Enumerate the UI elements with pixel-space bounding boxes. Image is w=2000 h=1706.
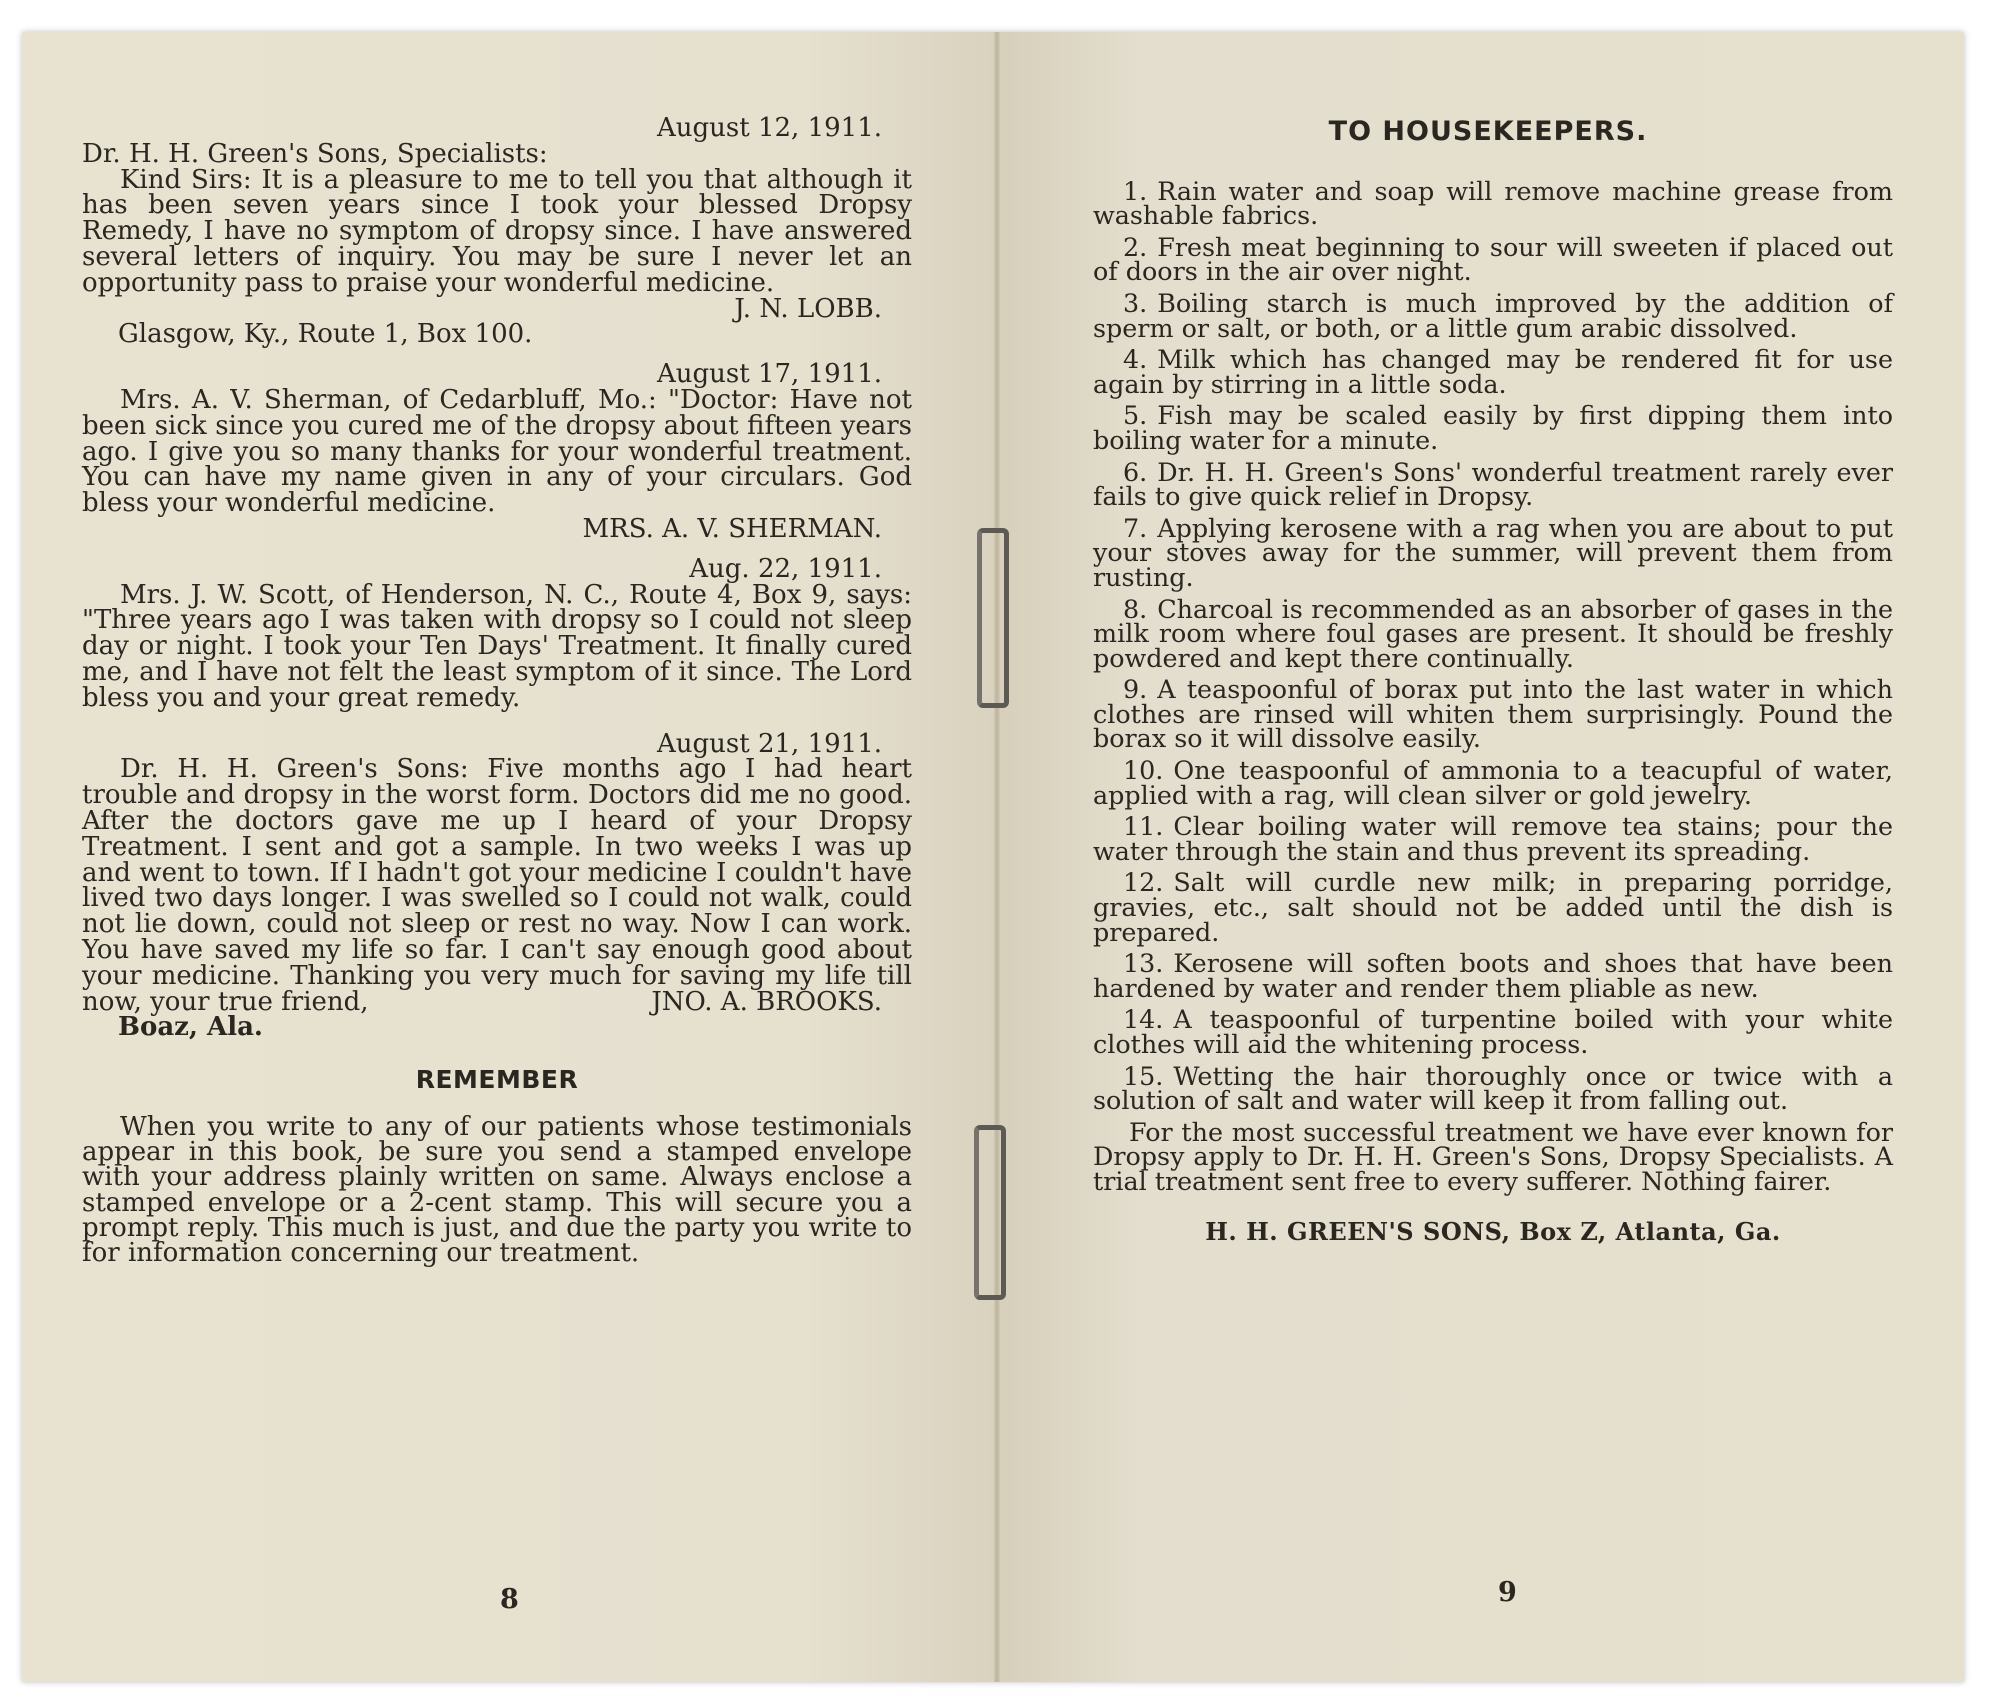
letter-signature: JNO. A. BROOKS. — [651, 986, 882, 1017]
tip-text: Milk which has changed may be rendered fit for use again by stirring in a little soda. — [1093, 344, 1893, 399]
tip-item — [1093, 231, 1893, 287]
letter-body: Mrs. J. W. Scott, of Henderson, N. C., Route 4, Box 9, says: "Three years ago I was taken with dropsy so I could not sleep day or night. I took your Ten Days' Treatment. It finally cured me, and I have not felt the least symptom of it since. The Lord bless you and your great remedy. — [82, 579, 912, 713]
letter-signature: MRS. A. V. SHERMAN. — [582, 513, 882, 544]
tip-text: Kerosene will soften boots and shoes that have been hardened by water and render them pliable as new. — [1093, 948, 1893, 1003]
tip-text: A teaspoonful of turpentine boiled with your white clothes will aid the whitening process. — [1093, 1004, 1893, 1059]
letter-signature: J. N. LOBB. — [734, 293, 882, 324]
tip-item — [1093, 175, 1893, 231]
tip-item — [1093, 400, 1893, 455]
tip-text: A teaspoonful of borax put into the last water in which clothes are rinsed will whiten them surprisingly. Pound the borax so it will dissolve easily. — [1093, 674, 1893, 754]
tip-text: Charcoal is recommended as an absorber of gases in the milk room where foul gases are present. It should be freshly powdered and kept there continually. — [1093, 593, 1893, 673]
publisher-footer: H. H. GREEN'S SONS, Box Z, Atlanta, Ga. — [1205, 1216, 1781, 1246]
tip-text: Applying kerosene with a rag when you are about to put your stoves away for the summer, will prevent them from rusting. — [1093, 512, 1893, 592]
tip-text: Rain water and soap will remove machine grease from washable fabrics. — [1093, 175, 1893, 231]
tip-item — [1093, 867, 1893, 947]
tip-text: Fish may be scaled easily by first dipping them into boiling water for a minute. — [1093, 400, 1893, 455]
tip-text: Wetting the hair thoroughly once or twice with a solution of salt and water will keep it from falling out. — [1093, 1060, 1893, 1116]
center-fold — [994, 32, 1000, 1682]
tip-item — [1093, 811, 1893, 866]
tip-item — [1093, 512, 1893, 592]
tip-number: 2. — [1123, 231, 1148, 262]
tip-number: 9. — [1123, 674, 1148, 705]
tip-number: 1. — [1123, 175, 1148, 206]
letter-body: Dr. H. H. Green's Sons: Five months ago I had heart trouble and dropsy in the worst form. Doctors did me no good. After the doctors gave me up I heard of your Dropsy Treatment. I sent and got a sample. In two weeks I was up and went to town. If I hadn't got your medicine I couldn't have lived two days longer. I was swelled so I could not walk, could not lie down, could not sleep or rest no way. Now I can work. You have saved my life so far. I can't say enough good about your medicine. Thanking you very much for saving my life till now, your true friend, — [82, 754, 912, 1017]
tip-number: 8. — [1123, 593, 1148, 624]
tip-item — [1093, 1004, 1893, 1059]
tip-item — [1093, 593, 1893, 673]
tip-item — [1093, 1060, 1893, 1116]
tip-number: 3. — [1123, 287, 1148, 318]
staple-bottom — [974, 1125, 1006, 1300]
letter-address: Glasgow, Ky., Route 1, Box 100. — [118, 319, 533, 350]
left-page-text — [82, 110, 912, 1267]
letter-body: Mrs. A. V. Sherman, of Cedarbluff, Mo.: "Doctor: Have not been sick since you cured me of the dropsy about fifteen years ago. I give you so many thanks for your wonderful treatment. You can have my name given in any of your circulars. God bless your wonderful medicine. — [82, 384, 912, 519]
tip-number: 11. — [1123, 811, 1164, 842]
letter-date: August 12, 1911. — [656, 113, 882, 143]
tip-text: Salt will curdle new milk; in preparing porridge, gravies, etc., salt should not be added until the dish is prepared. — [1093, 867, 1893, 947]
right-page-text — [1093, 116, 1893, 1246]
tip-text: Boiling starch is much improved by the addition of sperm or salt, or both, or a little gum arabic dissolved. — [1093, 287, 1893, 343]
letter-date: August 17, 1911. — [656, 359, 882, 390]
staple-top — [977, 528, 1009, 708]
remember-text: When you write to any of our patients whose testimonials appear in this book, be sure you send a stamped envelope with your address plainly written on same. Always enclose a stamped envelope or a 2-cent stamp. This will secure you a prompt reply. This much is just, and due the party you write to for information concerning our treatment. — [82, 1111, 912, 1269]
tip-item — [1093, 287, 1893, 343]
letter-date: August 21, 1911. — [656, 728, 882, 759]
remember-heading: REMEMBER — [415, 1065, 579, 1095]
tip-text: Fresh meat beginning to sour will sweeten if placed out of doors in the air over night. — [1093, 231, 1893, 287]
housekeeping-tips-list — [1093, 175, 1893, 1116]
tip-number: 12. — [1123, 867, 1164, 898]
tip-number: 4. — [1123, 344, 1148, 375]
letter-address: Boaz, Ala. — [118, 1012, 263, 1043]
tip-number: 10. — [1123, 755, 1164, 786]
letter-body: Kind Sirs: It is a pleasure to me to tell you that although it has been seven years since I took your blessed Dropsy Remedy, I have no symptom of dropsy since. I have answered several letters of inquiry. You may be sure I never let an opportunity pass to praise your wonderful medicine. — [82, 164, 912, 298]
page-number-left: 8 — [500, 1584, 519, 1615]
tip-text: One teaspoonful of ammonia to a teacupful of water, applied with a rag, will clean silver or gold jewelry. — [1093, 755, 1893, 810]
tip-number: 5. — [1123, 400, 1148, 431]
tip-number: 15. — [1123, 1060, 1164, 1091]
tip-item — [1093, 456, 1893, 512]
letter-date: Aug. 22, 1911. — [689, 553, 882, 584]
closing-paragraph: For the most successful treatment we have ever known for Dropsy apply to Dr. H. H. Green's Sons, Dropsy Specialists. A trial treatment sent free to every sufferer. Nothing fairer. — [1093, 1116, 1893, 1196]
tip-number: 14. — [1123, 1004, 1164, 1035]
page-heading: TO HOUSEKEEPERS. — [1328, 116, 1648, 147]
tip-number: 7. — [1123, 512, 1148, 543]
tip-number: 6. — [1123, 456, 1148, 487]
tip-item — [1093, 674, 1893, 754]
page-number-right: 9 — [1498, 1577, 1517, 1608]
tip-item — [1093, 755, 1893, 810]
tip-item — [1093, 344, 1893, 399]
tip-text: Dr. H. H. Green's Sons' wonderful treatment rarely ever fails to give quick relief in Dropsy. — [1093, 456, 1893, 512]
tip-number: 13. — [1123, 948, 1164, 979]
letter-salutation: Dr. H. H. Green's Sons, Specialists: — [82, 138, 548, 169]
tip-item — [1093, 948, 1893, 1003]
tip-text: Clear boiling water will remove tea stains; pour the water through the stain and thus prevent its spreading. — [1093, 811, 1893, 866]
